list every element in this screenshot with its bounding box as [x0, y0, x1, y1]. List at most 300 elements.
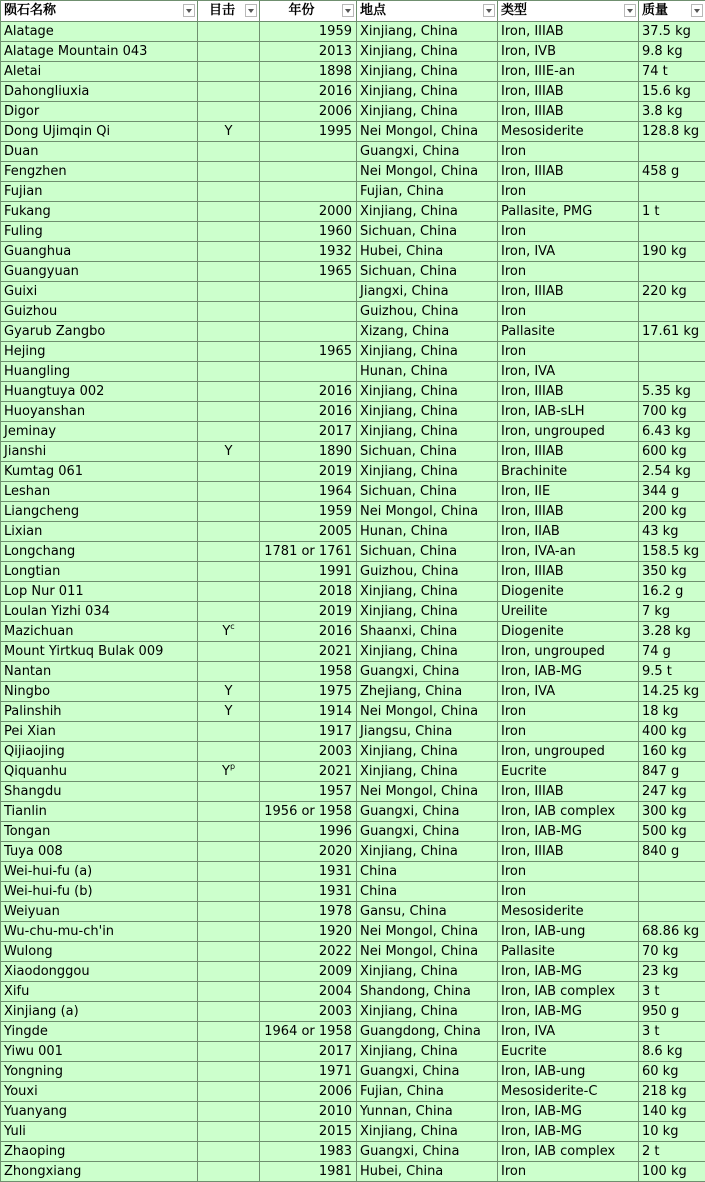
- cell-name[interactable]: [1, 962, 198, 982]
- cell-witness[interactable]: [198, 562, 260, 582]
- cell-year[interactable]: [260, 302, 357, 322]
- cell-witness[interactable]: [198, 82, 260, 102]
- cell-mass[interactable]: [639, 382, 705, 402]
- column-header-location[interactable]: [357, 1, 498, 22]
- cell-witness[interactable]: [198, 762, 260, 782]
- cell-type[interactable]: [498, 462, 639, 482]
- cell-witness[interactable]: [198, 502, 260, 522]
- cell-witness[interactable]: [198, 782, 260, 802]
- cell-location[interactable]: [357, 282, 498, 302]
- cell-mass[interactable]: [639, 22, 705, 42]
- cell-type[interactable]: [498, 322, 639, 342]
- cell-name[interactable]: [1, 422, 198, 442]
- cell-name[interactable]: [1, 42, 198, 62]
- cell-location[interactable]: [357, 202, 498, 222]
- cell-mass[interactable]: [639, 202, 705, 222]
- cell-witness[interactable]: [198, 1002, 260, 1022]
- filter-dropdown-icon[interactable]: [245, 4, 257, 17]
- cell-witness[interactable]: [198, 682, 260, 702]
- cell-name[interactable]: [1, 242, 198, 262]
- cell-type[interactable]: [498, 862, 639, 882]
- cell-witness[interactable]: [198, 22, 260, 42]
- cell-name[interactable]: [1, 1122, 198, 1142]
- cell-witness[interactable]: [198, 942, 260, 962]
- cell-location[interactable]: [357, 1162, 498, 1182]
- cell-name[interactable]: [1, 122, 198, 142]
- cell-year[interactable]: [260, 262, 357, 282]
- cell-location[interactable]: [357, 342, 498, 362]
- cell-year[interactable]: [260, 1022, 357, 1042]
- cell-name[interactable]: [1, 762, 198, 782]
- cell-year[interactable]: [260, 682, 357, 702]
- cell-year[interactable]: [260, 942, 357, 962]
- cell-location[interactable]: [357, 122, 498, 142]
- cell-location[interactable]: [357, 542, 498, 562]
- cell-mass[interactable]: [639, 442, 705, 462]
- cell-witness[interactable]: [198, 542, 260, 562]
- cell-name[interactable]: [1, 1162, 198, 1182]
- cell-type[interactable]: [498, 82, 639, 102]
- cell-type[interactable]: [498, 1022, 639, 1042]
- cell-witness[interactable]: [198, 462, 260, 482]
- cell-type[interactable]: [498, 1162, 639, 1182]
- cell-year[interactable]: [260, 1042, 357, 1062]
- cell-name[interactable]: [1, 562, 198, 582]
- cell-location[interactable]: [357, 762, 498, 782]
- cell-location[interactable]: [357, 322, 498, 342]
- cell-name[interactable]: [1, 702, 198, 722]
- cell-year[interactable]: [260, 442, 357, 462]
- cell-mass[interactable]: [639, 502, 705, 522]
- cell-location[interactable]: [357, 642, 498, 662]
- cell-year[interactable]: [260, 762, 357, 782]
- cell-type[interactable]: [498, 1082, 639, 1102]
- cell-mass[interactable]: [639, 102, 705, 122]
- cell-year[interactable]: [260, 42, 357, 62]
- cell-mass[interactable]: [639, 542, 705, 562]
- cell-location[interactable]: [357, 802, 498, 822]
- cell-witness[interactable]: [198, 1042, 260, 1062]
- cell-location[interactable]: [357, 402, 498, 422]
- cell-type[interactable]: [498, 622, 639, 642]
- column-header-name[interactable]: [1, 1, 198, 22]
- cell-name[interactable]: [1, 1042, 198, 1062]
- cell-type[interactable]: [498, 902, 639, 922]
- cell-witness[interactable]: [198, 662, 260, 682]
- cell-witness[interactable]: [198, 742, 260, 762]
- cell-location[interactable]: [357, 102, 498, 122]
- cell-witness[interactable]: [198, 802, 260, 822]
- cell-location[interactable]: [357, 902, 498, 922]
- cell-type[interactable]: [498, 302, 639, 322]
- cell-witness[interactable]: [198, 382, 260, 402]
- cell-name[interactable]: [1, 502, 198, 522]
- cell-year[interactable]: [260, 502, 357, 522]
- cell-mass[interactable]: [639, 1102, 705, 1122]
- cell-type[interactable]: [498, 522, 639, 542]
- cell-witness[interactable]: [198, 62, 260, 82]
- cell-type[interactable]: [498, 1002, 639, 1022]
- cell-location[interactable]: [357, 922, 498, 942]
- cell-year[interactable]: [260, 242, 357, 262]
- cell-witness[interactable]: [198, 202, 260, 222]
- cell-year[interactable]: [260, 282, 357, 302]
- filter-dropdown-icon[interactable]: [691, 4, 703, 17]
- cell-type[interactable]: [498, 402, 639, 422]
- cell-witness[interactable]: [198, 922, 260, 942]
- cell-type[interactable]: [498, 22, 639, 42]
- cell-mass[interactable]: [639, 302, 705, 322]
- cell-location[interactable]: [357, 482, 498, 502]
- cell-name[interactable]: [1, 462, 198, 482]
- cell-location[interactable]: [357, 682, 498, 702]
- cell-year[interactable]: [260, 1002, 357, 1022]
- cell-type[interactable]: [498, 562, 639, 582]
- cell-mass[interactable]: [639, 762, 705, 782]
- cell-type[interactable]: [498, 842, 639, 862]
- cell-witness[interactable]: [198, 242, 260, 262]
- cell-type[interactable]: [498, 922, 639, 942]
- cell-location[interactable]: [357, 562, 498, 582]
- cell-year[interactable]: [260, 202, 357, 222]
- cell-name[interactable]: [1, 202, 198, 222]
- cell-type[interactable]: [498, 482, 639, 502]
- cell-mass[interactable]: [639, 862, 705, 882]
- cell-mass[interactable]: [639, 822, 705, 842]
- cell-witness[interactable]: [198, 642, 260, 662]
- cell-mass[interactable]: [639, 1082, 705, 1102]
- cell-witness[interactable]: [198, 302, 260, 322]
- cell-mass[interactable]: [639, 662, 705, 682]
- cell-witness[interactable]: [198, 962, 260, 982]
- cell-witness[interactable]: [198, 722, 260, 742]
- cell-name[interactable]: [1, 722, 198, 742]
- cell-type[interactable]: [498, 1142, 639, 1162]
- cell-year[interactable]: [260, 662, 357, 682]
- cell-name[interactable]: [1, 302, 198, 322]
- cell-mass[interactable]: [639, 142, 705, 162]
- cell-witness[interactable]: [198, 282, 260, 302]
- cell-mass[interactable]: [639, 1062, 705, 1082]
- cell-type[interactable]: [498, 722, 639, 742]
- cell-type[interactable]: [498, 1102, 639, 1122]
- cell-type[interactable]: [498, 822, 639, 842]
- cell-location[interactable]: [357, 1122, 498, 1142]
- cell-location[interactable]: [357, 42, 498, 62]
- cell-mass[interactable]: [639, 422, 705, 442]
- cell-year[interactable]: [260, 1082, 357, 1102]
- cell-year[interactable]: [260, 742, 357, 762]
- cell-mass[interactable]: [639, 922, 705, 942]
- cell-type[interactable]: [498, 702, 639, 722]
- cell-witness[interactable]: [198, 422, 260, 442]
- cell-location[interactable]: [357, 1102, 498, 1122]
- cell-name[interactable]: [1, 922, 198, 942]
- cell-location[interactable]: [357, 422, 498, 442]
- cell-type[interactable]: [498, 582, 639, 602]
- cell-name[interactable]: [1, 622, 198, 642]
- cell-mass[interactable]: [639, 682, 705, 702]
- cell-name[interactable]: [1, 542, 198, 562]
- cell-year[interactable]: [260, 842, 357, 862]
- cell-mass[interactable]: [639, 262, 705, 282]
- cell-type[interactable]: [498, 362, 639, 382]
- filter-dropdown-icon[interactable]: [342, 4, 354, 17]
- cell-type[interactable]: [498, 342, 639, 362]
- cell-year[interactable]: [260, 222, 357, 242]
- cell-year[interactable]: [260, 22, 357, 42]
- cell-location[interactable]: [357, 842, 498, 862]
- cell-year[interactable]: [260, 362, 357, 382]
- cell-year[interactable]: [260, 522, 357, 542]
- cell-type[interactable]: [498, 942, 639, 962]
- cell-type[interactable]: [498, 762, 639, 782]
- cell-witness[interactable]: [198, 882, 260, 902]
- cell-location[interactable]: [357, 382, 498, 402]
- cell-witness[interactable]: [198, 1102, 260, 1122]
- cell-type[interactable]: [498, 662, 639, 682]
- cell-witness[interactable]: [198, 222, 260, 242]
- cell-witness[interactable]: [198, 402, 260, 422]
- cell-type[interactable]: [498, 542, 639, 562]
- cell-type[interactable]: [498, 242, 639, 262]
- cell-mass[interactable]: [639, 1162, 705, 1182]
- cell-type[interactable]: [498, 162, 639, 182]
- cell-location[interactable]: [357, 1082, 498, 1102]
- cell-location[interactable]: [357, 222, 498, 242]
- cell-type[interactable]: [498, 682, 639, 702]
- cell-witness[interactable]: [198, 342, 260, 362]
- cell-mass[interactable]: [639, 322, 705, 342]
- cell-type[interactable]: [498, 502, 639, 522]
- cell-location[interactable]: [357, 702, 498, 722]
- cell-witness[interactable]: [198, 442, 260, 462]
- cell-mass[interactable]: [639, 482, 705, 502]
- cell-witness[interactable]: [198, 1142, 260, 1162]
- cell-year[interactable]: [260, 1162, 357, 1182]
- cell-name[interactable]: [1, 222, 198, 242]
- cell-name[interactable]: [1, 182, 198, 202]
- cell-location[interactable]: [357, 1062, 498, 1082]
- cell-year[interactable]: [260, 102, 357, 122]
- cell-type[interactable]: [498, 782, 639, 802]
- cell-witness[interactable]: [198, 902, 260, 922]
- cell-mass[interactable]: [639, 742, 705, 762]
- cell-witness[interactable]: [198, 142, 260, 162]
- cell-mass[interactable]: [639, 562, 705, 582]
- cell-name[interactable]: [1, 642, 198, 662]
- cell-witness[interactable]: [198, 1082, 260, 1102]
- cell-year[interactable]: [260, 902, 357, 922]
- cell-year[interactable]: [260, 462, 357, 482]
- cell-year[interactable]: [260, 822, 357, 842]
- cell-location[interactable]: [357, 502, 498, 522]
- cell-witness[interactable]: [198, 262, 260, 282]
- cell-type[interactable]: [498, 182, 639, 202]
- cell-name[interactable]: [1, 342, 198, 362]
- cell-name[interactable]: [1, 822, 198, 842]
- cell-name[interactable]: [1, 682, 198, 702]
- cell-mass[interactable]: [639, 702, 705, 722]
- cell-year[interactable]: [260, 542, 357, 562]
- column-header-mass[interactable]: [639, 1, 705, 22]
- cell-name[interactable]: [1, 602, 198, 622]
- cell-witness[interactable]: [198, 522, 260, 542]
- cell-location[interactable]: [357, 262, 498, 282]
- cell-name[interactable]: [1, 582, 198, 602]
- cell-year[interactable]: [260, 322, 357, 342]
- cell-year[interactable]: [260, 422, 357, 442]
- cell-year[interactable]: [260, 122, 357, 142]
- cell-mass[interactable]: [639, 1142, 705, 1162]
- cell-year[interactable]: [260, 922, 357, 942]
- cell-witness[interactable]: [198, 1022, 260, 1042]
- cell-year[interactable]: [260, 1102, 357, 1122]
- cell-location[interactable]: [357, 782, 498, 802]
- cell-year[interactable]: [260, 882, 357, 902]
- cell-mass[interactable]: [639, 282, 705, 302]
- cell-name[interactable]: [1, 1062, 198, 1082]
- cell-name[interactable]: [1, 522, 198, 542]
- cell-mass[interactable]: [639, 1042, 705, 1062]
- cell-location[interactable]: [357, 242, 498, 262]
- cell-location[interactable]: [357, 582, 498, 602]
- cell-mass[interactable]: [639, 622, 705, 642]
- cell-year[interactable]: [260, 402, 357, 422]
- cell-location[interactable]: [357, 962, 498, 982]
- cell-location[interactable]: [357, 822, 498, 842]
- cell-type[interactable]: [498, 982, 639, 1002]
- filter-dropdown-icon[interactable]: [624, 4, 636, 17]
- cell-name[interactable]: [1, 802, 198, 822]
- cell-mass[interactable]: [639, 162, 705, 182]
- cell-type[interactable]: [498, 42, 639, 62]
- cell-name[interactable]: [1, 842, 198, 862]
- cell-year[interactable]: [260, 722, 357, 742]
- cell-location[interactable]: [357, 982, 498, 1002]
- cell-name[interactable]: [1, 62, 198, 82]
- cell-year[interactable]: [260, 62, 357, 82]
- cell-type[interactable]: [498, 442, 639, 462]
- cell-year[interactable]: [260, 862, 357, 882]
- cell-location[interactable]: [357, 302, 498, 322]
- cell-location[interactable]: [357, 942, 498, 962]
- cell-location[interactable]: [357, 742, 498, 762]
- cell-mass[interactable]: [639, 582, 705, 602]
- cell-witness[interactable]: [198, 42, 260, 62]
- cell-type[interactable]: [498, 742, 639, 762]
- cell-type[interactable]: [498, 962, 639, 982]
- cell-witness[interactable]: [198, 1122, 260, 1142]
- cell-mass[interactable]: [639, 882, 705, 902]
- cell-type[interactable]: [498, 122, 639, 142]
- cell-witness[interactable]: [198, 122, 260, 142]
- cell-mass[interactable]: [639, 722, 705, 742]
- cell-mass[interactable]: [639, 342, 705, 362]
- cell-name[interactable]: [1, 402, 198, 422]
- cell-name[interactable]: [1, 942, 198, 962]
- cell-location[interactable]: [357, 1042, 498, 1062]
- cell-mass[interactable]: [639, 782, 705, 802]
- cell-location[interactable]: [357, 1022, 498, 1042]
- cell-location[interactable]: [357, 662, 498, 682]
- cell-name[interactable]: [1, 162, 198, 182]
- cell-name[interactable]: [1, 482, 198, 502]
- cell-witness[interactable]: [198, 602, 260, 622]
- cell-year[interactable]: [260, 962, 357, 982]
- cell-location[interactable]: [357, 722, 498, 742]
- cell-mass[interactable]: [639, 1122, 705, 1142]
- cell-year[interactable]: [260, 162, 357, 182]
- cell-witness[interactable]: [198, 582, 260, 602]
- cell-mass[interactable]: [639, 1002, 705, 1022]
- cell-witness[interactable]: [198, 162, 260, 182]
- cell-type[interactable]: [498, 202, 639, 222]
- cell-mass[interactable]: [639, 462, 705, 482]
- cell-location[interactable]: [357, 622, 498, 642]
- cell-year[interactable]: [260, 602, 357, 622]
- cell-mass[interactable]: [639, 182, 705, 202]
- cell-mass[interactable]: [639, 842, 705, 862]
- cell-type[interactable]: [498, 282, 639, 302]
- cell-type[interactable]: [498, 642, 639, 662]
- cell-name[interactable]: [1, 1002, 198, 1022]
- cell-witness[interactable]: [198, 102, 260, 122]
- cell-mass[interactable]: [639, 642, 705, 662]
- cell-witness[interactable]: [198, 822, 260, 842]
- cell-witness[interactable]: [198, 702, 260, 722]
- column-header-year[interactable]: [260, 1, 357, 22]
- cell-location[interactable]: [357, 62, 498, 82]
- cell-name[interactable]: [1, 662, 198, 682]
- cell-mass[interactable]: [639, 982, 705, 1002]
- cell-name[interactable]: [1, 902, 198, 922]
- cell-type[interactable]: [498, 1042, 639, 1062]
- cell-mass[interactable]: [639, 902, 705, 922]
- cell-mass[interactable]: [639, 62, 705, 82]
- cell-year[interactable]: [260, 142, 357, 162]
- cell-mass[interactable]: [639, 1022, 705, 1042]
- cell-witness[interactable]: [198, 842, 260, 862]
- column-header-type[interactable]: [498, 1, 639, 22]
- cell-year[interactable]: [260, 82, 357, 102]
- cell-mass[interactable]: [639, 942, 705, 962]
- cell-witness[interactable]: [198, 1162, 260, 1182]
- cell-year[interactable]: [260, 782, 357, 802]
- cell-year[interactable]: [260, 582, 357, 602]
- cell-type[interactable]: [498, 382, 639, 402]
- cell-year[interactable]: [260, 982, 357, 1002]
- cell-mass[interactable]: [639, 602, 705, 622]
- cell-witness[interactable]: [198, 622, 260, 642]
- cell-location[interactable]: [357, 882, 498, 902]
- cell-mass[interactable]: [639, 42, 705, 62]
- cell-type[interactable]: [498, 422, 639, 442]
- cell-year[interactable]: [260, 182, 357, 202]
- filter-dropdown-icon[interactable]: [483, 4, 495, 17]
- cell-year[interactable]: [260, 702, 357, 722]
- cell-year[interactable]: [260, 1122, 357, 1142]
- cell-name[interactable]: [1, 1102, 198, 1122]
- cell-year[interactable]: [260, 482, 357, 502]
- cell-name[interactable]: [1, 142, 198, 162]
- cell-name[interactable]: [1, 1082, 198, 1102]
- cell-year[interactable]: [260, 562, 357, 582]
- cell-type[interactable]: [498, 62, 639, 82]
- cell-year[interactable]: [260, 342, 357, 362]
- cell-type[interactable]: [498, 802, 639, 822]
- cell-type[interactable]: [498, 222, 639, 242]
